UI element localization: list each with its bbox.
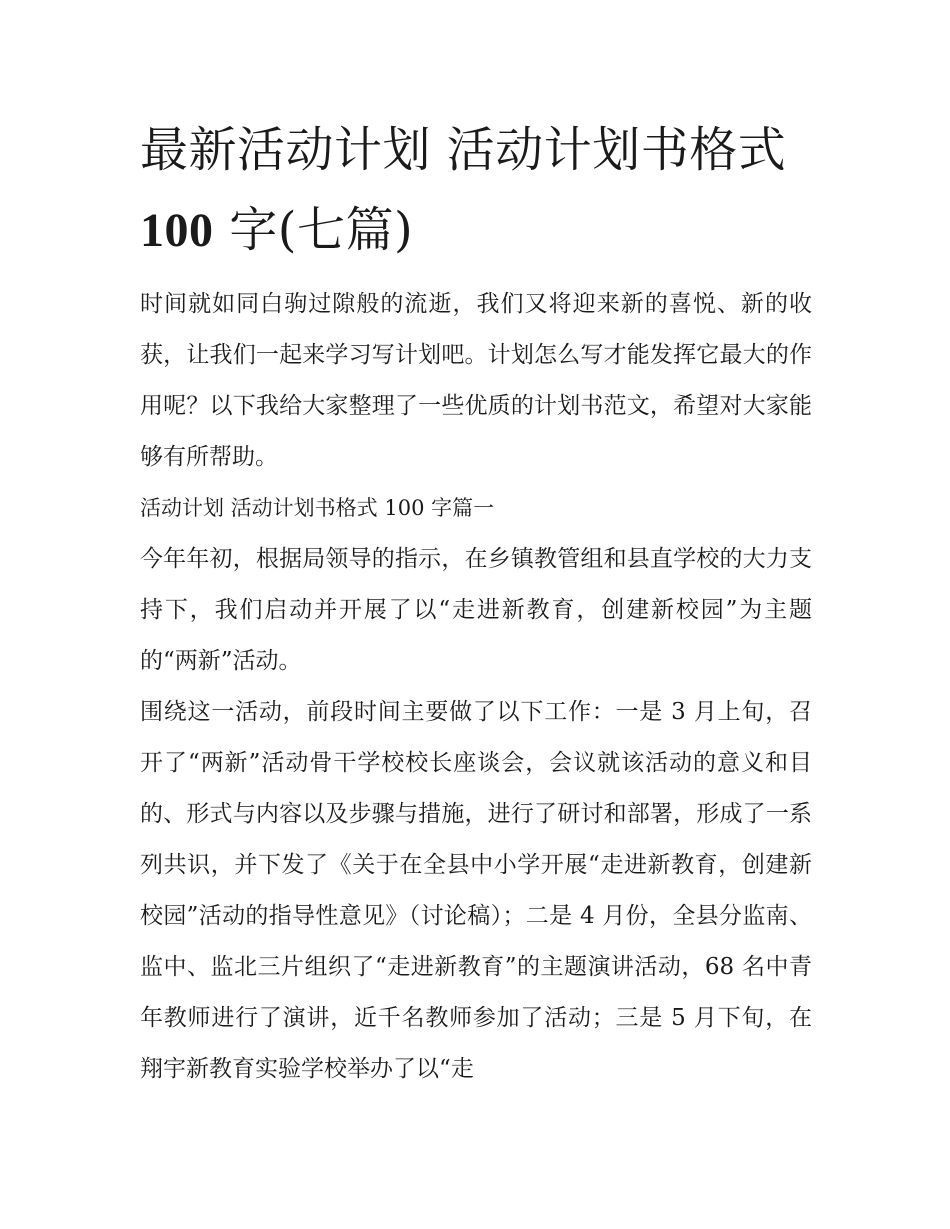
document-content [140,110,812,1095]
title-line-1: 最新活动计划 活动计划书格式 [140,122,787,178]
paragraph-1: 今年年初，根据局领导的指示，在乡镇教管组和县直学校的大力支持下，我们启动并开展了以“走进新教育，创建新校园”为主题的“两新”活动。 [140,546,812,674]
document-title [140,110,812,271]
title-line-2: 字(七篇) [213,202,414,258]
document-body [140,279,812,1095]
intro-paragraph: 时间就如同白驹过隙般的流逝，我们又将迎来新的喜悦、新的收获，让我们一起来学习写计划吧。计划怎么写才能发挥它最大的作用呢？以下我给大家整理了一些优质的计划书范文，希望对大家能够有所帮助。 [140,291,812,470]
title-number: 100 [140,204,214,257]
section-heading-1: 活动计划 活动计划书格式 100 字篇一 [140,496,495,520]
paragraph-2: 围绕这一活动，前段时间主要做了以下工作：一是 3 月上旬，召开了“两新”活动骨干学校校长座谈会，会议就该活动的意义和目的、形式与内容以及步骤与措施，进行了研讨和部署，形成了一系列共识，并下发了《关于在全县中小学开展“走进新教育，创建新校园”活动的指导性意见》（讨论稿）；二是 4 月份，全县分监南、监中、监北三片组织了“走进新教育”的主题演讲活动，68 名中青年教师进行了演讲，近千名教师参加了活动；三是 5 月下旬，在翔宇新教育实验学校举办了以“走 [140,699,812,1082]
